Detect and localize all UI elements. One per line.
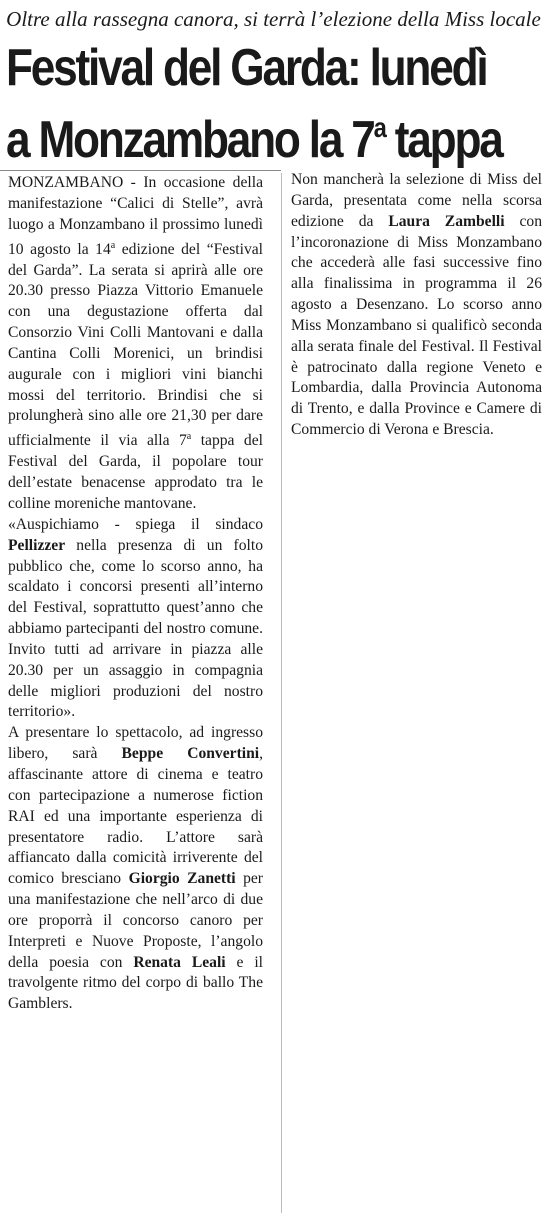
headline-ordinal: a xyxy=(373,112,385,143)
text-run: con l’incoronazione di Miss Monzambano che accederà alle fasi successive fino alla finalissima in programma il 26 agosto a Desenzano. Lo scorso anno Miss Monzambano si qualificò seconda alla serata finale del Festival. Il Festival è patrocinato dalla regione Veneto e Lombardia, dalla Provincia Autonoma di Trento, e dalla Province e Camere di Commercio di Verona e Brescia. xyxy=(291,212,542,439)
paragraph-intro xyxy=(8,173,263,515)
text-run: e il travolgente ritmo del corpo di ballo The Gamblers. xyxy=(8,953,263,1013)
article-column-right xyxy=(291,170,542,441)
text-run: MONZAMBANO - In occasione della manifestazione “Calici di Stelle”, avrà luogo a Monzambano il prossimo lunedì 10 agosto la 14 xyxy=(8,174,263,258)
text-run: tappa del Festival del Garda, il popolare tour dell’estate benacense approdato tra le colline moreniche mantovane. xyxy=(8,432,263,513)
text-run: «Auspichiamo - spiega il sindaco xyxy=(8,515,263,533)
headline-line-2-pre: a Monzambano la 7 xyxy=(6,111,374,169)
text-run: , affascinante attore di cinema e teatro con partecipazione a numerose fiction RAI ed una importante esperienza di presentatore radio. L’attore sarà affiancato dalla comicità irriverente del comico bresciano xyxy=(8,745,264,888)
paragraph-show xyxy=(8,723,263,1015)
header-divider xyxy=(0,170,281,171)
person-name: Beppe Convertini xyxy=(121,745,260,763)
person-name: Laura Zambelli xyxy=(388,212,505,230)
paragraph-quote xyxy=(8,515,263,723)
text-run: per una manifestazione che nell’arco di due ore proporrà il concorso canoro per Interpreti e Nuove Proposte, l’angolo della poesia con xyxy=(8,870,264,971)
person-name: Renata Leali xyxy=(133,953,226,971)
ordinal-sup: a xyxy=(186,431,192,443)
paragraph-miss xyxy=(291,170,542,441)
kicker: Oltre alla rassegna canora, si terrà l’elezione della Miss locale xyxy=(6,7,541,31)
headline xyxy=(6,38,502,170)
text-run: nella presenza di un folto pubblico che, come lo scorso anno, ha scaldato i concorsi presenti all’interno del Festival, soprattutto quest’anno che abbiamo partecipanti del nostro comune. Invito tutti ad arrivare in piazza alle 20.30 per un assaggio in compagnia delle migliori produzioni del nostro territorio». xyxy=(8,536,263,721)
text-run: A presentare lo spettacolo, ad ingresso libero, sarà xyxy=(8,724,263,763)
headline-line-2-post: tappa xyxy=(384,111,502,169)
text-run: Non mancherà la selezione di Miss del Garda, presentata come nella scorsa edizione da xyxy=(291,171,542,230)
text-run: edizione del “Festival del Garda”. La serata si aprirà alle ore 20.30 presso Piazza Vittorio Emanuele con una degustazione offerta dal Consorzio Vini Colli Mantovani e dalla Cantina Colli Morenici, un brindisi augurale con i migliori vini bianchi mossi del territorio. Brindisi che si prolungherà sino alle ore 21,30 per dare ufficialmente il via alla 7 xyxy=(8,240,263,450)
column-rule xyxy=(281,173,282,1213)
headline-line-2 xyxy=(6,98,502,170)
article-column-left xyxy=(8,173,263,1015)
person-name: Pellizzer xyxy=(8,536,66,554)
person-name: Giorgio Zanetti xyxy=(128,870,236,888)
ordinal-sup: a xyxy=(110,239,116,251)
headline-line-1: Festival del Garda: lunedì xyxy=(6,39,487,97)
